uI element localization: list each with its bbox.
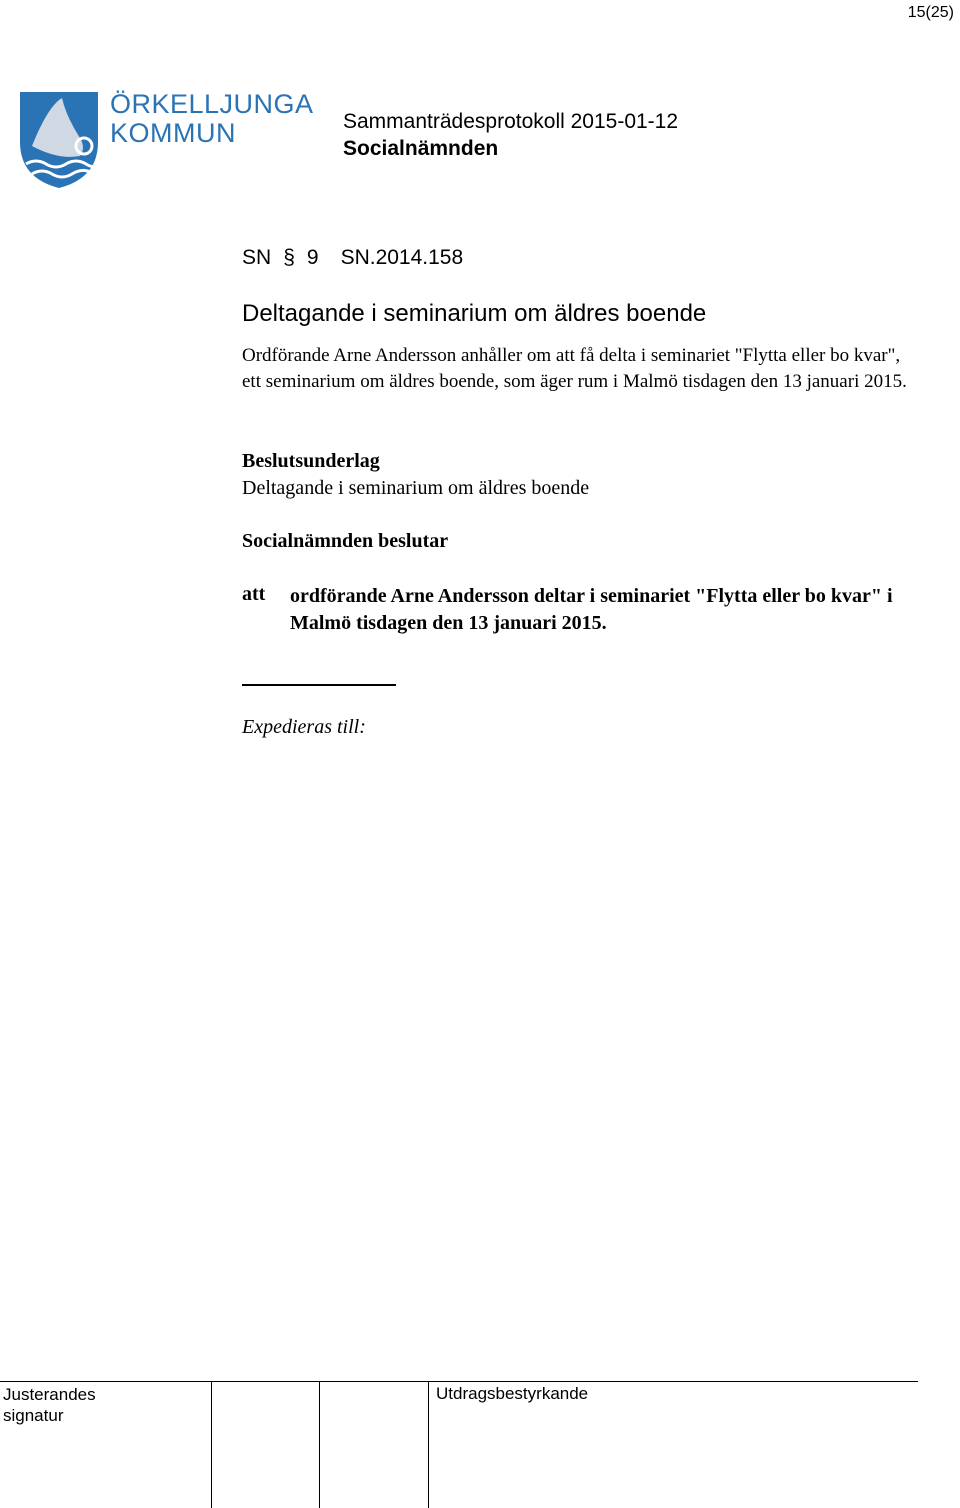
footer-rule (0, 1381, 918, 1382)
footer-signature-line-2: signatur (3, 1406, 64, 1425)
sent-to-label: Expedieras till: (242, 716, 366, 738)
section-sign: § (283, 246, 295, 269)
case-prefix: SN (242, 246, 272, 269)
page-number: 15(25) (907, 4, 954, 21)
divider-line (242, 684, 396, 686)
logo-wordmark (110, 90, 314, 148)
municipality-emblem-icon (18, 86, 100, 190)
case-number: SN.2014.158 (340, 246, 464, 269)
footer-divider (319, 1382, 320, 1508)
footer-certification-label: Utdragsbestyrkande (436, 1384, 589, 1403)
footer-signature-label (3, 1384, 96, 1426)
item-heading: Deltagande i seminarium om äldres boende (242, 300, 707, 327)
logo-line-2: KOMMUN (110, 118, 236, 148)
protocol-title: Sammanträdesprotokoll 2015-01-12 (343, 110, 679, 133)
basis-heading: Beslutsunderlag (242, 450, 380, 472)
basis-item: Deltagande i seminarium om äldres boende (242, 477, 590, 499)
case-reference (242, 246, 463, 270)
decision-text: ordförande Arne Andersson deltar i seminariet "Flytta eller bo kvar" i Malmö tisdagen den 13 januari 2015. (290, 585, 893, 634)
case-item-number: 9 (306, 246, 319, 269)
decision-lead-word: att (242, 583, 266, 605)
footer-divider (211, 1382, 212, 1508)
board-name: Socialnämnden (343, 137, 499, 160)
logo-line-1: ÖRKELLJUNGA (110, 89, 314, 119)
intro-paragraph: Ordförande Arne Andersson anhåller om att få delta i seminariet "Flytta eller bo kvar", ett seminarium om äldres boende, som äger rum i Malmö tisdagen den 13 januari 2015. (242, 345, 907, 392)
footer-signature-line-1: Justerandes (3, 1385, 96, 1404)
footer-divider (428, 1382, 429, 1508)
decision-heading: Socialnämnden beslutar (242, 530, 449, 552)
